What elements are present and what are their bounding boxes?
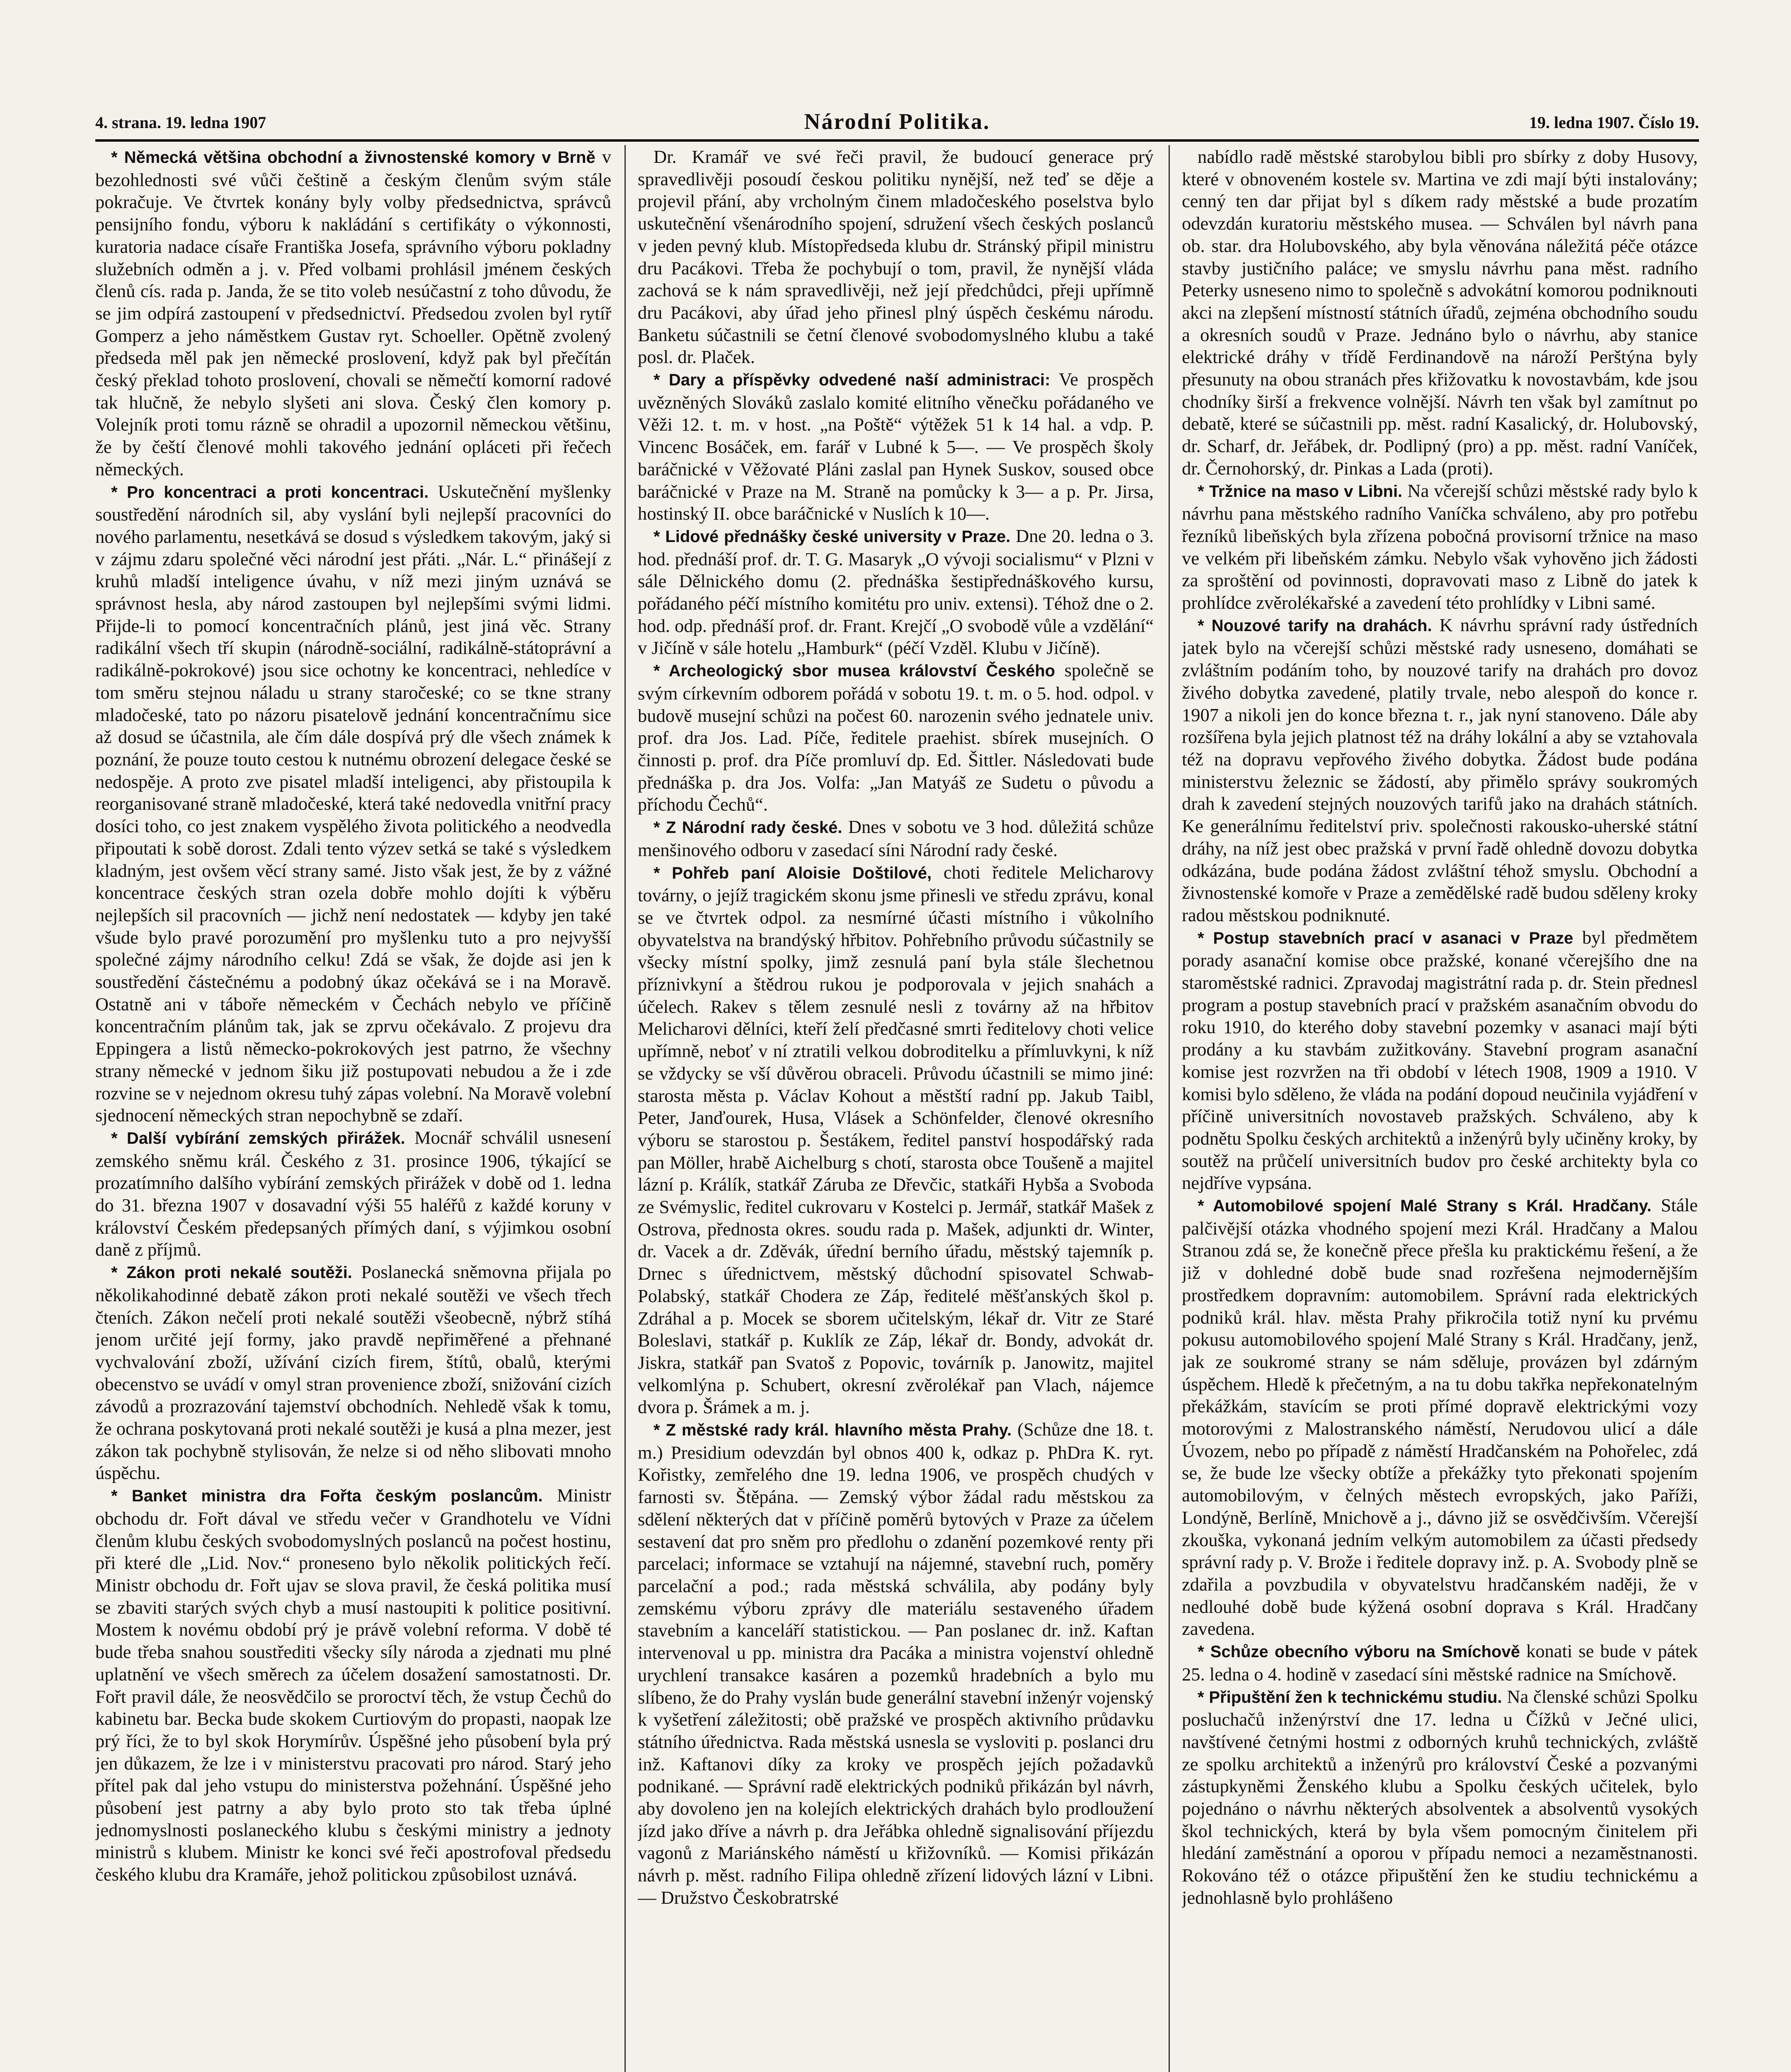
article-paragraph: [1182, 1194, 1698, 1640]
column-divider: [1169, 145, 1170, 2072]
article-heading: * Dary a příspěvky odvedené naší administraci:: [653, 371, 1050, 390]
article-paragraph: [638, 659, 1154, 816]
article-text: byl předmětem porady asanační komise obce pražské, konané včerejšího dne na staroměstské radnici. Zpravodaj magistrátní rada p. dr. Stein přednesl program a postup stavebních prací v pražském asanačním obvodu do roku 1910, do kterého doby stavební pozemky v asanaci mají býti prodány a ku stavbám zužitkovány. Stavební program asanační komise jest rozvržen na tři období v létech 1908, 1909 a 1910. V komisi bylo sděleno, že vláda na podání dopoud neučinila vyjádření v příčině universitních novostaveb pražských. Schváleno, aby k podnětu Spolku českých architektů a inženýrů byly učiněny kroky, by soutěž na průčelí universitních budov pro české architekty byla co nejdříve vypsána.: [1182, 927, 1698, 1193]
article-paragraph: [95, 481, 611, 1127]
article-heading: * Lidové přednášky české university v Praze.: [653, 527, 1011, 546]
article-heading: * Německá většina obchodní a živnostenské komory v Brně: [111, 148, 595, 167]
article-text: Uskutečnění myšlenky soustředění národních sil, aby vyslání byli nejlepší pracovníci do nového parlamentu, nesetkává se dosud s výsledkem takovým, jaký si v zájmu zdaru společné věci národní jest přáti. „Nár. L.“ přinášejí z kruhů mladší inteligence úvahu, v níž mezi jiným uznává se správnost hesla, aby národ zastoupen byl nejlepšími svými lidmi. Přijde-li to pomocí koncentračních plánů, jest jiná věc. Strany radikální všech tří skupin (národně-sociální, radikálně-státoprávní a radikálně-pokrokové) jsou sice ochotny ke koncentraci, nehledíce v tom směru stejnou náladu u strany staročeské; co se tkne strany mladočeské, tato po názoru pisatelově jednání koncentračnímu sice až dosud se účastnila, ale čím dále dospívá prý dle všech známek k poznání, že pouze touto cestou k nutnému obrození delegace české se nedospěje. A proto zve pisatel mladší inteligenci, aby přistoupila k reorganisované straně mladočeské, která také nedovedla vnitřní pracy dosíci toho, co jest znakem vyspělého života politického a neodvedla připoutati k sobě dorost. Zdali tento výzev setká se také s výsledkem kladným, jest ovšem věcí strany samé. Jisto však jest, že by z vážné koncentrace českých stran ozela dobře mohlo dojíti k výběru nejlepších sil pracovních — jichž není nedostatek — kdyby jen také všude bylo pravé porozumění pro myšlenku tuto a pro nejvyšší společné zájmy národního celku! Zdá se však, že dojde asi jen k soustředění částečnému a podobný úkaz očekává se i na Moravě. Ostatně ani v táboře německém v Čechách nebylo ve příčině koncentračním plánům tak, jak se zprvu očekávalo. Z projevu dra Eppingera a listů německo-pokrokových jest patrno, že všechny strany německé v jednom šiku již postupovati nebudou a že i zde rozvine se v nejednom okresu tuhý zápas volební. Na Moravě volební sjednocení německých stran nepochybně se zdaří.: [95, 481, 611, 1126]
column-3: [1182, 146, 1698, 2072]
article-paragraph: [95, 1484, 611, 1886]
article-text: K návrhu správní rady ústředních jatek bylo na včerejší schůzi městské rady usneseno, domáhati se zvláštním podáním toho, by nouzové tarify na drahách pro dovoz živého dobytka zavedené, platily trvale, nebo alespoň do konce r. 1907 a nikoli jen do konce března t. r., jak nyní stanoveno. Dále aby rozšířena byla jejich platnost též na dráhy lokální a aby se vztahovala též na dopravu vepřového živého dobytka. Žádost bude podána ministerstvu železnic se žádostí, aby přimělo správy soukromých drah k zavedení stejných nouzových tarifů jako na drahách státních. Ke generálnímu ředitelství priv. společnosti rakousko-uherské státní dráhy, na níž jest obec pražská v první řadě ohledně dovozu dobytka odkázána, bude podána žádost zvláštní téhož smyslu. Obchodní a živnostenské komoře v Praze a zemědělské radě budou sděleny kroky radou městskou podniknuté.: [1182, 614, 1698, 925]
article-heading: * Nouzové tarify na drahách.: [1198, 616, 1432, 635]
article-text: Dr. Kramář ve své řeči pravil, že budoucí generace prý spravedlivěji posoudí českou politiku nynější, než teď se děje a projevil přání, aby vrcholným činem mladočeského poselstva bylo uskutečnění všenárodního spojení, sdružení všech českých poslanců v jeden pevný klub. Místopředseda klubu dr. Stránský připil ministru dru Pacákovi. Třeba že pochybují o tom, pravil, že nynější vláda zachová se k nám spravedlivěji, než její předchůdci, přeji upřímně dru Pacákovi, aby úřad jeho přinesl plný úspěch českému národu. Banketu súčastnili se četní členové svobodomyslného klubu a také posl. dr. Plaček.: [638, 146, 1154, 368]
article-text: Dnes v sobotu ve 3 hod. důležitá schůze menšinového odboru v zasedací síni Národní rady české.: [638, 816, 1154, 860]
article-paragraph: [95, 1127, 611, 1261]
article-heading: * Schůze obecního výboru na Smíchově: [1198, 1643, 1520, 1661]
header-page-date: 4. strana. 19. ledna 1907: [95, 113, 266, 132]
column-2: [638, 146, 1154, 2072]
article-paragraph: [1182, 1640, 1698, 1685]
article-paragraph: [1182, 927, 1698, 1194]
article-text: konati se bude v pátek 25. ledna o 4. hodině v zasedací síni městské radnice na Smíchově.: [1182, 1641, 1698, 1685]
article-heading: * Automobilové spojení Malé Strany s Král. Hradčany.: [1198, 1197, 1652, 1215]
header-date-issue: 19. ledna 1907. Číslo 19.: [1529, 113, 1699, 132]
article-paragraph: [638, 1418, 1154, 1909]
article-heading: * Zákon proti nekalé soutěži.: [111, 1264, 352, 1282]
article-paragraph: [95, 1261, 611, 1484]
article-paragraph: [1182, 146, 1698, 480]
masthead-title: Národní Politika.: [804, 109, 990, 134]
article-text: Stále palčivější otázka vhodného spojení mezi Král. Hradčany a Malou Stranou zdá se, že konečně přece přešla ku praktickému řešení, a že již v dohledné době bude snad rozřešena nejmodernějším prostředkem dopravním: automobilem. Správní rada elektrických podniků král. hlav. města Prahy přikročila totiž nyní ku prvému pokusu automobilového spojení Malé Strany s Král. Hradčany, jenž, jak ze soukromé strany se nám sděluje, provázen byl zdárným úspěchem. Hledě k přečetným, a na tu dobu takřka nepřekonatelným překážkám, stavícím se proti přímé dopravě elektrickými vozy motorovými z Malostranského náměstí, Nerudovou ulicí a dále Úvozem, nebo po případě z náměstí Hradčanském na Pohořelec, zdá se, že bude lze všecky obtíže a překážky tyto překonati spojením automobilovým, v čelných městech evropských, jako Paříži, Londýně, Berlíně, Mnichově a j., dávno již se osvědčivším. Včerejší zkouška, vykonaná jedním velkým automobilem za účasti předsedy správní rady p. V. Brože i ředitele dopravy inž. p. A. Svobody plně se zdařila a povzbudila v obyvatelstvu hradčanském naději, že v nedlouhé době bude kýžená osobní doprava s Král. Hradčany zavedena.: [1182, 1195, 1698, 1639]
article-text: Dne 20. ledna o 3. hod. přednáší prof. dr. T. G. Masaryk „O vývoji socialismu“ v Plzni v sále Dělnického domu (2. přednáška šestipřednáškového kursu, pořádaného péčí místního komitétu pro univ. extensi). Téhož dne o 2. hod. odp. přednáší prof. dr. Frant. Krejčí „O svobodě vůle a vzdělání“ v Jičíně v sále hotelu „Hamburk“ (péčí Vzděl. Klubu v Jičíně).: [638, 525, 1154, 658]
page-header: [95, 109, 1699, 138]
article-heading: * Pro koncentraci a proti koncentraci.: [111, 483, 429, 501]
article-heading: * Připuštění žen k technickému studiu.: [1198, 1688, 1502, 1706]
article-text: v bezohlednosti své vůči češtině a českým členům svým stále pokračuje. Ve čtvrtek konány byly volby předsednictva, správců pensijního fondu, výboru k nakládání s certifikáty o výkonnosti, kuratoria nadace císaře Františka Josefa, správního výboru pokladny služebních odměn a j. v. Před volbami prohlásil jménem českých členů cís. rada p. Janda, že se tito voleb nesúčastní z toho důvodu, že se jim odpírá zastoupení v předsednictví. Předsedou zvolen byl rytíř Gomperz a jeho náměstkem Gustav ryt. Schoeller. Opětně zvolený předseda měl pak jen německé proslovení, když pak byl přečítán český překlad tohoto proslovení, chovali se němečtí komorní radové tak hlučně, že nebylo slyšeti ani slova. Český člen komory p. Volejník proti tomu rázně se ohradil a upozornil německou většinu, že by čeští členové mohli takového jednání opláceti při řečech německých.: [95, 146, 611, 479]
column-1: [95, 146, 611, 2072]
header-rule: [95, 139, 1699, 142]
article-heading: * Další vybírání zemských přirážek.: [111, 1129, 405, 1147]
article-paragraph: [1182, 1686, 1698, 1909]
article-heading: * Archeologický sbor musea království Českého: [653, 662, 1055, 680]
article-paragraph: [95, 146, 611, 481]
article-heading: * Postup stavebních prací v asanaci v Praze: [1198, 929, 1573, 947]
article-heading: * Banket ministra dra Fořta českým poslancům.: [111, 1487, 543, 1506]
article-text: Mocnář schválil usnesení zemského sněmu král. Českého z 31. prosince 1906, týkající se prozatímního dalšího vybírání zemských přirážek v době od 1. ledna do 31. března 1907 v dosavadní výši 55 haléřů z každé koruny v království Českém předepsaných přímých daní, s výjimkou osobní daně z příjmů.: [95, 1127, 611, 1260]
article-text: Na členské schůzi Spolku posluchačů inženýrství dne 17. ledna u Čížků v Ječné ulici, navštívené četnými hostmi z odborných kruhů technických, zvláště ze spolku architektů a inženýrů pro království České a pozvanými zástupkyněmi Ženského klubu a Spolku českých učitelek, bylo pojednáno o návrhu některých absolventek a absolventů vysokých škol technických, která by byla všem pomocným činitelem při hledání zaměstnání a oporou v případu nemoci a nezaměstnanosti. Rokováno též o otázce připuštění žen ke studiu technickému a jednohlasně bylo prohlášeno: [1182, 1686, 1698, 1908]
article-paragraph: [638, 146, 1154, 368]
article-paragraph: [638, 525, 1154, 659]
article-heading: * Pohřeb paní Aloisie Doštilové,: [653, 864, 932, 882]
article-paragraph: [1182, 480, 1698, 614]
article-text: Ministr obchodu dr. Fořt dával ve středu večer v Grandhotelu ve Vídni členům klubu českých svobodomyslných poslanců na počest hostinu, při které dle „Lid. Nov.“ proneseno bylo několik politických řečí. Ministr obchodu dr. Fořt ujav se slova pravil, že česká politika musí se zbaviti starých svých chyb a musí nastoupiti k politice positivní. Mostem k novému období prý je právě volební reforma. V době té bude třeba snahou soustřediti všecky síly národa a zjednati mu plné uplatnění ve všech směrech za účelem dosažení samostatnosti. Dr. Fořt pravil dále, že neosvědčilo se proroctví těch, že vstup Čechů do kabinetu bar. Becka bude skokem Curtiovým do propasti, naopak lze prý říci, že to byl skok Horymírův. Úspěšné jeho působení byla prý jen důkazem, že lze i v ministerstvu pracovati pro národ. Starý jeho přítel pak dal jeho vstupu do ministerstva požehnání. Úspěšné jeho působení jest patrny a aby bylo proto sto tak třeba úplné jednomyslnosti poslaneckého klubu s českými ministry a jednoty ministrů s klubem. Ministr ke konci své řeči apostrofoval předsedu českého klubu dra Kramáře, jehož politickou způsobilost uznává.: [95, 1485, 611, 1885]
article-text: Poslanecká sněmovna přijala po několikahodinné debatě zákon proti nekalé soutěži ve všech třech čteních. Zákon nečelí proti nekalé soutěži všeobecně, nýbrž stíhá jenom určité její formy, jako pravdě nepřiměřené a přehnané vychvalování zboží, užívání cizích firem, štítů, obalů, kterými obecenstvo se uvádí v omyl stran provenience zboží, snižování cizích závodů a prozrazování tajemství obchodních. Nehledě však k tomu, že ochrana poskytovaná proti nekalé soutěži je kusá a plna mezer, jest zákon tak pochybně stylisován, že nelze si od něho slibovati mnoho úspěchu.: [95, 1261, 611, 1484]
article-heading: * Tržnice na maso v Libni.: [1198, 482, 1403, 501]
article-paragraph: [1182, 614, 1698, 927]
article-paragraph: [638, 368, 1154, 525]
article-paragraph: [638, 862, 1154, 1419]
article-text: nabídlo radě městské starobylou bibli pro sbírky z doby Husovy, které v obnoveném kostele sv. Martina ve zdi mají býti instalovány; cenný ten dar přijat byl s díkem rady městské a bude prozatím odevzdán kuratoriu městského musea. — Schválen byl návrh pana ob. star. dra Holubovského, aby byla věnována náležitá péče otázce stavby justičního paláce; ve smyslu návrhu pana měst. radního Peterky usneseno nimo to společně s advokátní komorou podniknouti akci na zlepšení místností státních úřadů, zejména obchodního soudu a okresních soudů v Praze. Jednáno bylo o návrhu, aby stanice elektrické dráhy v třídě Ferdinandově na nároží Perštýna byly přesunuty na obou stranách přes křižovatku k novostavbám, kde jsou chodníky širší a frekvence volnější. Návrh ten však byl zamítnut po debatě, které se súčastnili pp. měst. radní Kasalický, dr. Holubovský, dr. Scharf, dr. Jeřábek, dr. Podlipný (pro) a pp. měst. radní Vaníček, dr. Černohorský, dr. Pinkas a Lada (proti).: [1182, 146, 1698, 479]
article-paragraph: [638, 816, 1154, 861]
column-divider: [624, 145, 626, 2072]
article-text: Na včerejší schůzi městské rady bylo k návrhu pana městského radního Vaníčka schváleno, aby pro potřebu řezníků libeňských byla zřízena pobočná provisorní tržnice na maso ve velkém při libeňském zámku. Nebylo však vyhověno jich žádosti za sproštění od povinnosti, dopravovati maso z Libně do jatek k prohlídce zvěrolékařské a zavedení této prohlídky v Libni samé.: [1182, 480, 1698, 613]
article-text: Ve prospěch uvězněných Slováků zaslalo komité elitního věnečku pořádaného ve Věži 12. t. m. v host. „na Poště“ výtěžek 51 k 14 hal. a vdp. P. Vincenc Bosáček, em. farář v Lubné k 5—. — Ve prospěch školy baráčnické v Věžovaté Pláni zaslal pan Hynek Suskov, soused obce baráčnické v Praze na M. Straně na pomůcky k 3— a p. Pr. Jirsa, hostinský II. obce baráčnické v Nuslích k 10—.: [638, 369, 1154, 524]
article-text: společně se svým církevním odborem pořádá v sobotu 19. t. m. o 5. hod. odpol. v budově musejní schůzi na počest 60. narozenin svého jednatele univ. prof. dra Jos. Lad. Píče, ředitele praehist. sbírek musejních. O činnosti p. prof. dra Píče promluví dp. Ed. Šittler. Následovati bude přednáška p. dra Jos. Volfa: „Jan Matyáš ze Sudetu o původu a příchodu Čechů“.: [638, 660, 1154, 815]
article-heading: * Z městské rady král. hlavního města Prahy.: [653, 1421, 1012, 1440]
article-heading: * Z Národní rady české.: [653, 818, 842, 837]
article-text: choti ředitele Melicharovy továrny, o jejíž tragickém skonu jsme přinesli ve středu zprávu, konal se ve čtvrtek odpol. za nesmírné účasti místního i vůkolního obyvatelstva na brandýský hřbitov. Pohřebního průvodu súčastnily se všecky místní spolky, jimž zesnulá paní byla stále šlechetnou příznivkyní a štědrou rukou je podporovala v jejich snahách a účelech. Rakev s tělem zesnulé nesli z továrny až na hřbitov Melicharovi dělníci, kteří želí předčasné smrti ředitelovy choti velice upřímně, neboť v ní ztratili velkou dobroditelku a přímluvkyni, k níž se vždycky se vší důvěrou obraceli. Průvodu účastnili se mimo jiné: starosta města p. Václav Kohout a městští radní pp. Jakub Taibl, Peter, Janďourek, Husa, Vlásek a Schönfelder, členové okresního výboru se starostou p. Šestákem, ředitel panství hospodářský rada pan Möller, hrabě Aichelburg s chotí, starosta obce Toušeně a majitel lázní p. Králík, statkář Záruba ze Dřevčic, statkáři Hybša a Svoboda ze Svémyslic, ředitel cukrovaru v Kostelci p. Jermář, statkář Mašek z Ostrova, přednosta okres. soudu rada p. Mašek, adjunkti dr. Winter, dr. Vacek a dr. Zděvák, úřední berního úřadu, městský tajemník p. Drnec s úřednictvem, městský důchodní spisovatel Schwab-Polabský, statkář Chodera ze Záp, ředitelé měšťanských škol p. Zdráhal a p. Mocek se sborem učitelským, lékař dr. Vitr ze Staré Boleslavi, statkář p. Kuklík ze Záp, lékař dr. Bondy, advokát dr. Jiskra, statkář pan Svatoš z Popovic, továrník p. Janowitz, majitel velkomlýna p. Schubert, okresní zvěrolékař pan Vlach, nájemce dvora p. Šrámek a m. j.: [638, 862, 1154, 1418]
article-text: (Schůze dne 18. t. m.) Presidium odevzdán byl obnos 400 k, odkaz p. PhDra K. ryt. Kořistky, zemřelého dne 19. ledna 1906, ve prospěch chudých v farnosti sv. Štěpána. — Zemský výbor žádal radu městskou za sdělení některých dat v příčině poměrů bytových v Praze za účelem sestavení dat pro sněm pro předlohu o zdanění pozemkové renty při parcelaci; informace se vztahují na nájemné, stavební ruch, poměry parcelační a pod.; rada městská schválila, aby podány byly zemskému výboru zprávy dle materiálu sestaveného úřadem stavebním a kanceláří statistickou. — Pan poslanec dr. inž. Kaftan intervenoval u pp. ministra dra Pacáka a ministra vojenství ohledně urychlení transakce kasáren a pozemků hradebních a bylo mu slíbeno, že do Prahy vyslán bude generální stavební inženýr vojenský k vyšetření záležitosti; obě pražské ve prospěch aktivního průdavku státního úřednictva. Rada městská usnesla se vysloviti p. poslanci dru inž. Kaftanovi díky za kroky ve prospěch jejích požadavků podnikané. — Správní radě elektrických podniků přikázán byl návrh, aby dovoleno jen na kolejích elektrických drahách bylo prodloužení jízd jako dříve a návrh p. dra Jeřábka ohledně signalisování příjezdu vagonů z Mariánského náměstí u křižovníků. — Komisi přikázán návrh p. měst. radního Filipa ohledně zřízení lidových lázní v Libni. — Družstvo Českobratrské: [638, 1419, 1154, 1908]
